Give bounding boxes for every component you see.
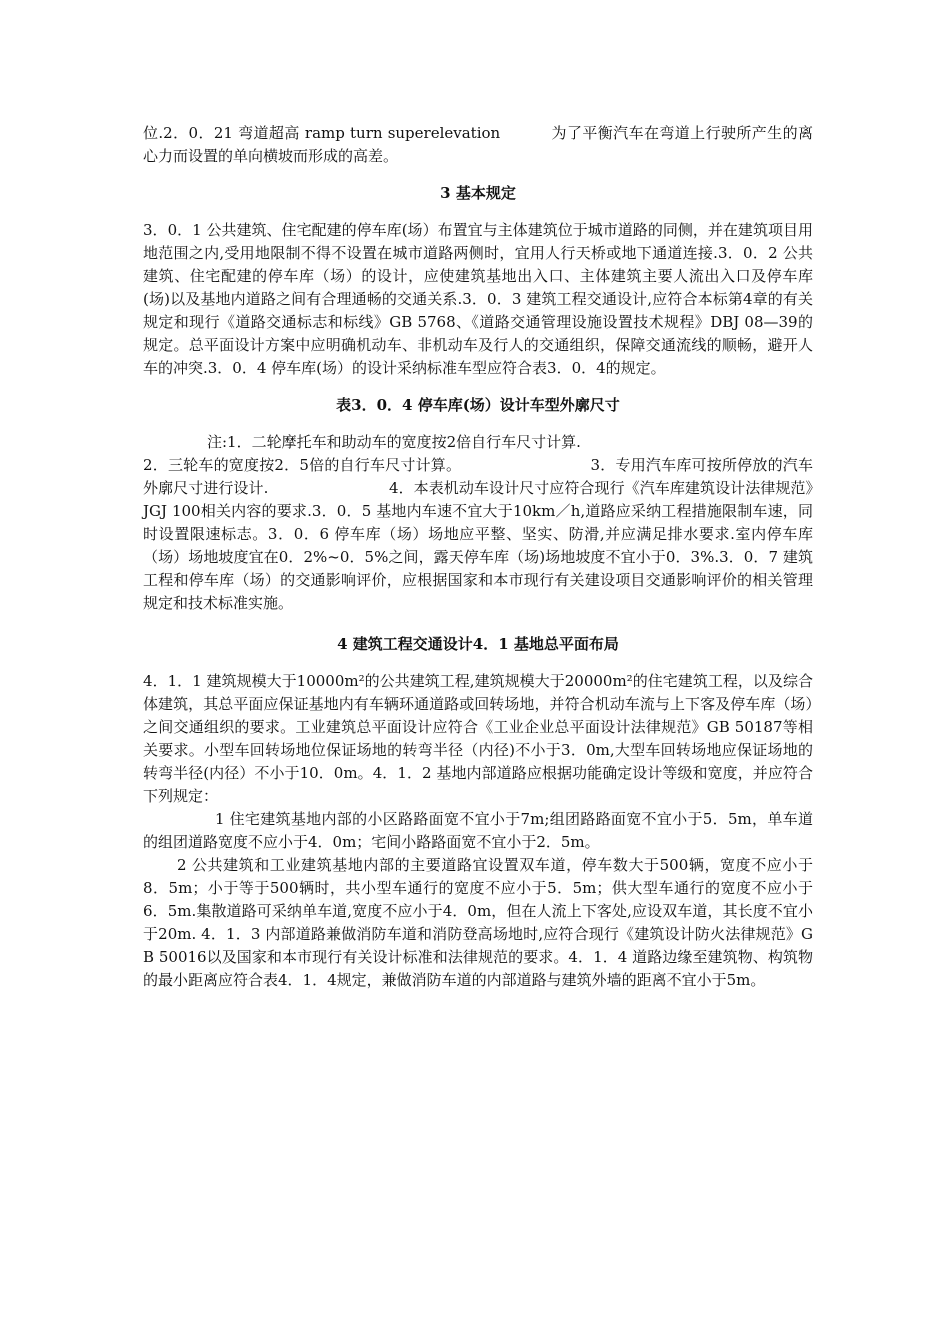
table-notes-paragraph: 2．三轮车的宽度按2．5倍的自行车尺寸计算。 3．专用汽车库可按所停放的汽车外廓尺寸进行设计. 4．本表机动车设计尺寸应符合现行《汽车库建筑设计法律规范》JGJ 100相关内容的要求.3．0．5 基地内车速不宜大于10km／h,道路应采纳工程措施限制车速，同时设置限速标志。3．0．6 停车库（场）场地应平整、坚实、防滑,并应满足排水要求.室内停车库（场）场地坡度宜在0．2%~0．5%之间，露天停车库（场)场地坡度不宜小于0．3%.3．0．7 建筑工程和停车库（场）的交通影响评价，应根据国家和本市现行有关建设项目交通影响评价的相关管理规定和技术标准实施。 [143, 456, 813, 612]
section-4-1-paragraph: 4．1．1 建筑规模大于10000m²的公共建筑工程,建筑规模大于20000m²的住宅建筑工程，以及综合体建筑，其总平面应保证基地内有车辆环通道路或回转场地，并符合机动车流与上下客及停车库（场）之间交通组织的要求。工业建筑总平面设计应符合《工业企业总平面设计法律规范》GB 50187等相关要求。小型车回转场地位保证场地的转弯半径（内径)不小于3．0m,大型车回转场地应保证场地的转弯半径(内径）不小于10．0m。4．1．2 基地内部道路应根据功能确定设计等级和宽度，并应符合下列规定： [143, 672, 813, 805]
rule-item-1: 1 住宅建筑基地内部的小区路路面宽不宜小于7m;组团路路面宽不宜小于5．5m，单车道的组团道路宽度不应小于4．0m；宅间小路路面宽不宜小于2．5m。 [143, 810, 813, 851]
rule-item-2: 2 公共建筑和工业建筑基地内部的主要道路宜设置双车道，停车数大于500辆，宽度不应小于8．5m；小于等于500辆时，共小型车通行的宽度不应小于5．5m；供大型车通行的宽度不应小于6．5m.集散道路可采纳单车道,宽度不应小于4．0m，但在人流上下客处,应设双车道，其长度不宜小于20m. 4．1．3 内部道路兼做消防车道和消防登高场地时,应符合现行《建筑设计防火法律规范》GB 50016以及国家和本市现行有关设计标准和法律规范的要求。4．1．4 道路边缘至建筑物、构筑物的最小距离应符合表4．1．4规定，兼做消防车道的内部道路与建筑外墙的距离不宜小于5m。 [143, 856, 813, 989]
intro-paragraph: 位.2．0．21 弯道超高 ramp turn superelevation 为了平衡汽车在弯道上行驶所产生的离心力而设置的单向横坡而形成的高差。 [143, 124, 813, 165]
section-3-heading: 3 基本规定 [440, 184, 516, 202]
table-note-1: 注:1．二轮摩托车和助动车的宽度按2倍自行车尺寸计算. [207, 433, 581, 451]
table-3-0-4-title: 表3．0．4 停车库(场）设计车型外廓尺寸 [336, 396, 620, 414]
section-3-paragraph: 3．0．1 公共建筑、住宅配建的停车库(场）布置宜与主体建筑位于城市道路的同侧，并在建筑项目用地范围之内,受用地限制不得不设置在城市道路两侧时，宜用人行天桥或地下通道连接.3．0．2 公共建筑、住宅配建的停车库（场）的设计，应使建筑基地出入口、主体建筑主要人流出入口及停车库(场)以及基地内道路之间有合理通畅的交通关系.3．0．3 建筑工程交通设计,应符合本标第4章的有关规定和现行《道路交通标志和标线》GB 5768、《道路交通管理设施设置技术规程》DBJ 08—39的规定。总平面设计方案中应明确机动车、非机动车及行人的交通组织，保障交通流线的顺畅，避开人车的冲突.3．0．4 停车库(场）的设计采纳标准车型应符合表3．0．4的规定。 [143, 221, 813, 377]
document-page [143, 122, 813, 992]
section-4-heading: 4 建筑工程交通设计4．1 基地总平面布局 [337, 635, 619, 653]
